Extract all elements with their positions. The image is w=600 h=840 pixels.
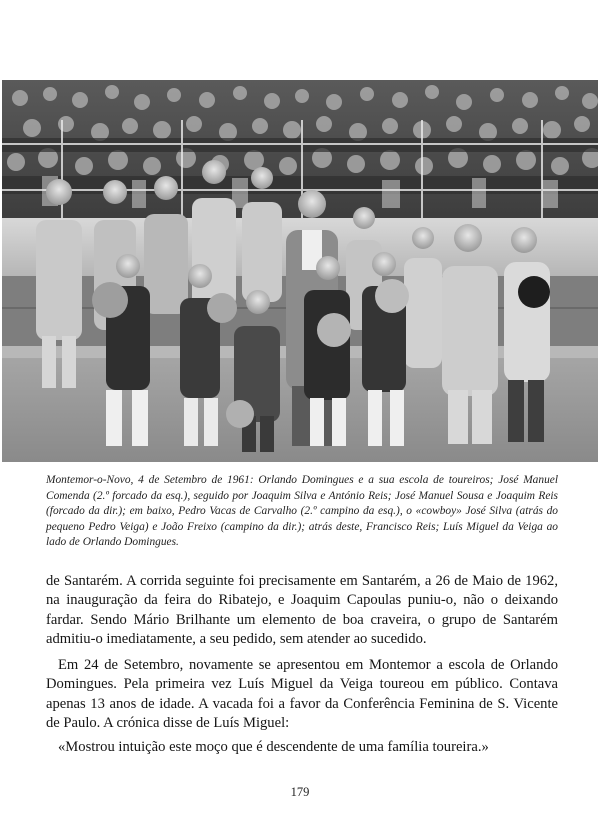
page-number: 179 (290, 785, 310, 799)
historical-photograph (2, 80, 598, 462)
paragraph-2: Em 24 de Setembro, novamente se apresentou em Montemor a escola de Orlando Domingues. Pela primeira vez Luís Miguel da Veiga toureou em público. Contava apenas 13 anos de idade. A vacada foi a favor da Conferência Feminina de S. Vicente de Paulo. A crónica disse de Luís Miguel: (46, 657, 558, 732)
paragraph-1: de Santarém. A corrida seguinte foi precisamente em Santarém, a 26 de Maio de 1962, na inauguração da feira do Ribatejo, e Joaquim Capoulas puniu-o, não o deixando fardar. Sendo Mário Brilhante um elemento de boa craveira, o grupo de Santarém admitiu-o imediatamente, a seu pedido, sem atender ao sucedido. (46, 573, 558, 648)
quote-paragraph: «Mostrou intuição este moço que é descendente de uma família toureira.» (58, 739, 489, 755)
photograph-image (2, 80, 598, 462)
photo-caption: Montemor-o-Novo, 4 de Setembro de 1961: Orlando Domingues e a sua escola de toureiros; José Manuel Comenda (2.º forcado da esq.), seguido por Joaquim Silva e António Reis; José Manuel Sousa e Joaquim Reis (forcado da dir.); em baixo, Pedro Vacas de Carvalho (2.º campino da esq.), o «cowboy» José Silva (atrás do pequeno Pedro Veiga) e João Freixo (campino da dir.); atrás deste, Francisco Reis; Luís Miguel da Veiga ao lado de Orlando Domingues. (46, 474, 558, 549)
